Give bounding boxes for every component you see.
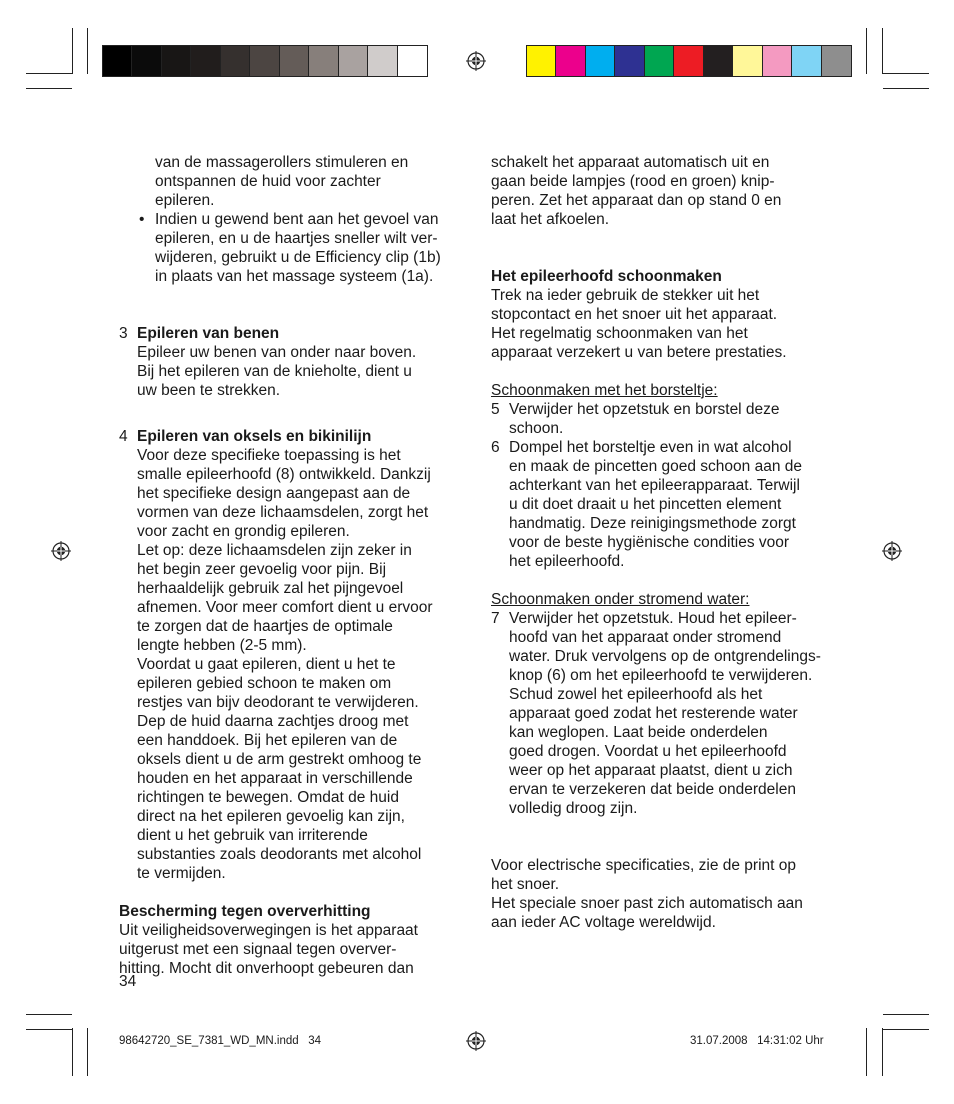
text-line: Het regelmatig schoonmaken van het bbox=[491, 325, 748, 342]
text-line: Dep de huid daarna zachtjes droog met bbox=[137, 713, 409, 730]
text-line: Trek na ieder gebruik de stekker uit het bbox=[491, 287, 760, 304]
text-line: hoofd van het apparaat onder stromend bbox=[509, 629, 782, 646]
color-swatch bbox=[103, 46, 132, 76]
text-line: te vermijden. bbox=[137, 865, 226, 882]
color-swatch bbox=[191, 46, 220, 76]
color-swatch bbox=[527, 46, 556, 76]
color-swatch bbox=[704, 46, 733, 76]
text-line: volledig droog zijn. bbox=[509, 800, 638, 817]
crop-mark bbox=[72, 28, 73, 74]
text-line: apparaat verzekert u van betere prestaties. bbox=[491, 344, 787, 361]
text-line: hitting. Mocht dit onverhoopt gebeuren dan bbox=[119, 960, 414, 977]
text-line: van de massagerollers stimuleren en bbox=[155, 154, 409, 171]
footer-file-info: 98642720_SE_7381_WD_MN.indd 34 bbox=[119, 1035, 322, 1047]
right-column bbox=[491, 153, 841, 932]
text-line: knop (6) om het epileerhoofd te verwijderen. bbox=[509, 667, 813, 684]
text-line: voor zacht en grondig epileren. bbox=[137, 523, 350, 540]
text-line: Uit veiligheidsoverwegingen is het apparaat bbox=[119, 922, 418, 939]
text-line: Epileer uw benen van onder naar boven. bbox=[137, 344, 417, 361]
crop-mark bbox=[882, 28, 883, 74]
text-line: ervan te verzekeren dat beide onderdelen bbox=[509, 781, 796, 798]
crop-mark bbox=[87, 28, 88, 74]
process-color-bar bbox=[526, 45, 852, 77]
text-line: Dompel het borsteltje even in wat alcohol bbox=[509, 439, 792, 456]
crop-mark bbox=[87, 1028, 88, 1076]
text-line: richtingen te bewegen. Omdat de huid bbox=[137, 789, 399, 806]
text-line: het begin zeer gevoelig voor pijn. Bij bbox=[137, 561, 387, 578]
crop-mark bbox=[883, 1029, 929, 1030]
color-swatch bbox=[674, 46, 703, 76]
text-line: oksels dient u de arm gestrekt omhoog te bbox=[137, 751, 422, 768]
text-line: Verwijder het opzetstuk en borstel deze bbox=[509, 401, 780, 418]
text-line: peren. Zet het apparaat dan op stand 0 en bbox=[491, 192, 782, 209]
crop-mark bbox=[26, 1014, 72, 1015]
color-swatch bbox=[339, 46, 368, 76]
text-line: smalle epileerhoofd (8) ontwikkeld. Dankzij bbox=[137, 466, 431, 483]
crop-mark bbox=[882, 1028, 883, 1076]
registration-mark-icon bbox=[51, 541, 71, 561]
cleaning-section bbox=[491, 267, 841, 362]
text-line: voor de beste hygiënische condities voor bbox=[509, 534, 790, 551]
page-number: 34 bbox=[119, 973, 137, 990]
section-text bbox=[491, 286, 841, 362]
color-swatch bbox=[398, 46, 427, 76]
crop-mark bbox=[26, 73, 72, 74]
text-line: restjes van bijv deodorant te verwijderen. bbox=[137, 694, 419, 711]
grayscale-color-bar bbox=[102, 45, 428, 77]
color-swatch bbox=[615, 46, 644, 76]
text-line: Verwijder het opzetstuk. Houd het epileer- bbox=[509, 610, 797, 627]
color-swatch bbox=[822, 46, 851, 76]
bullet-text bbox=[155, 210, 469, 286]
intro-paragraph bbox=[119, 153, 469, 210]
text-line: houden en het apparaat in verschillende bbox=[137, 770, 413, 787]
text-line: handmatig. Deze reinigingsmethode zorgt bbox=[509, 515, 796, 532]
text-line: water. Druk vervolgens op de ontgrendelings- bbox=[509, 648, 821, 665]
step-number: 7 bbox=[491, 610, 500, 627]
text-line: het specifieke design aangepast aan de bbox=[137, 485, 411, 502]
registration-mark-icon bbox=[466, 1031, 486, 1051]
crop-mark bbox=[883, 1014, 929, 1015]
crop-mark bbox=[866, 28, 867, 74]
overheat-section bbox=[119, 902, 469, 978]
color-swatch bbox=[250, 46, 279, 76]
text-line: gaan beide lampjes (rood en groen) knip- bbox=[491, 173, 775, 190]
color-swatch bbox=[132, 46, 161, 76]
color-swatch bbox=[763, 46, 792, 76]
section-heading: Het epileerhoofd schoonmaken bbox=[491, 268, 722, 285]
text-line: een handdoek. Bij het epileren van de bbox=[137, 732, 398, 749]
step-number: 6 bbox=[491, 439, 500, 456]
text-line: ontspannen de huid voor zachter bbox=[155, 173, 381, 190]
text-line: Let op: deze lichaamsdelen zijn zeker in bbox=[137, 542, 412, 559]
text-line: substanties zoals deodorants met alcohol bbox=[137, 846, 422, 863]
crop-mark bbox=[26, 1029, 72, 1030]
color-swatch bbox=[586, 46, 615, 76]
text-line: wijderen, gebruikt u de Efficiency clip (1b) bbox=[155, 249, 441, 266]
step-heading: Epileren van benen bbox=[137, 325, 280, 342]
crop-mark bbox=[883, 73, 929, 74]
step-text bbox=[509, 609, 841, 818]
step-5 bbox=[491, 400, 841, 438]
text-line: weer op het apparaat plaatst, dient u zich bbox=[509, 762, 793, 779]
text-line: het epileerhoofd. bbox=[509, 553, 625, 570]
text-line: kan weglopen. Laat beide onderdelen bbox=[509, 724, 768, 741]
footer-date: 31.07.2008 14:31:02 Uhr bbox=[690, 1035, 824, 1047]
electrical-specs-text bbox=[491, 856, 841, 932]
crop-mark bbox=[883, 88, 929, 89]
step-text bbox=[137, 343, 469, 400]
text-line: Voor electrische specificaties, zie de print op bbox=[491, 857, 796, 874]
step-text bbox=[509, 438, 841, 571]
text-line: schakelt het apparaat automatisch uit en bbox=[491, 154, 770, 171]
water-cleaning-section bbox=[491, 590, 841, 818]
text-line: herhaaldelijk gebruik zal het pijngevoel bbox=[137, 580, 404, 597]
text-line: Het speciale snoer past zich automatisch aan bbox=[491, 895, 803, 912]
color-swatch bbox=[556, 46, 585, 76]
step-text bbox=[137, 446, 469, 883]
step-3 bbox=[119, 324, 469, 400]
text-line: uw been te strekken. bbox=[137, 382, 281, 399]
bullet-symbol: • bbox=[139, 211, 145, 228]
text-line: epileren. bbox=[155, 192, 215, 209]
text-line: Schud zowel het epileerhoofd als het bbox=[509, 686, 763, 703]
section-heading: Bescherming tegen oververhitting bbox=[119, 903, 371, 920]
step-text bbox=[509, 400, 841, 438]
color-swatch bbox=[733, 46, 762, 76]
text-line: schoon. bbox=[509, 420, 564, 437]
color-swatch bbox=[280, 46, 309, 76]
step-4 bbox=[119, 427, 469, 883]
text-line: stopcontact en het snoer uit het apparaat. bbox=[491, 306, 778, 323]
brush-cleaning-section bbox=[491, 381, 841, 571]
text-line: direct na het epileren gevoelig kan zijn, bbox=[137, 808, 405, 825]
text-line: afnemen. Voor meer comfort dient u ervoor bbox=[137, 599, 433, 616]
text-line: goed drogen. Voordat u het epileerhoofd bbox=[509, 743, 787, 760]
color-swatch bbox=[792, 46, 821, 76]
crop-mark bbox=[866, 1028, 867, 1076]
text-line: epileren gebied schoon te maken om bbox=[137, 675, 392, 692]
subsection-heading: Schoonmaken onder stromend water: bbox=[491, 591, 750, 608]
color-swatch bbox=[645, 46, 674, 76]
registration-mark-icon bbox=[882, 541, 902, 561]
text-line: laat het afkoelen. bbox=[491, 211, 610, 228]
color-swatch bbox=[162, 46, 191, 76]
text-line: Voor deze specifieke toepassing is het bbox=[137, 447, 401, 464]
text-line: lengte hebben (2-5 mm). bbox=[137, 637, 307, 654]
text-line: u dit doet draait u het pincetten element bbox=[509, 496, 782, 513]
bullet-item bbox=[119, 210, 469, 286]
step-number: 5 bbox=[491, 401, 500, 418]
section-text bbox=[119, 921, 469, 978]
step-number: 4 bbox=[119, 428, 128, 445]
overheat-continued-text bbox=[491, 153, 841, 229]
text-line: achterkant van het epileerapparaat. Terwijl bbox=[509, 477, 800, 494]
text-line: in plaats van het massage systeem (1a). bbox=[155, 268, 434, 285]
left-column bbox=[119, 153, 469, 978]
text-line: vormen van deze lichaamsdelen, zorgt het bbox=[137, 504, 429, 521]
color-swatch bbox=[368, 46, 397, 76]
text-line: het snoer. bbox=[491, 876, 560, 893]
step-7 bbox=[491, 609, 841, 818]
color-swatch bbox=[309, 46, 338, 76]
subsection-heading: Schoonmaken met het borsteltje: bbox=[491, 382, 718, 399]
text-line: aan ieder AC voltage wereldwijd. bbox=[491, 914, 716, 931]
registration-mark-icon bbox=[466, 51, 486, 71]
crop-mark bbox=[72, 1028, 73, 1076]
text-line: apparaat goed zodat het resterende water bbox=[509, 705, 798, 722]
text-line: Bij het epileren van de knieholte, dient u bbox=[137, 363, 412, 380]
text-line: en maak de pincetten goed schoon aan de bbox=[509, 458, 803, 475]
text-line: Indien u gewend bent aan het gevoel van bbox=[155, 211, 439, 228]
text-line: Voordat u gaat epileren, dient u het te bbox=[137, 656, 396, 673]
step-6 bbox=[491, 438, 841, 571]
crop-mark bbox=[26, 88, 72, 89]
text-line: te zorgen dat de haartjes de optimale bbox=[137, 618, 393, 635]
step-heading: Epileren van oksels en bikinilijn bbox=[137, 428, 372, 445]
color-swatch bbox=[221, 46, 250, 76]
step-number: 3 bbox=[119, 325, 128, 342]
text-line: uitgerust met een signaal tegen overver- bbox=[119, 941, 397, 958]
text-line: dient u het gebruik van irriterende bbox=[137, 827, 368, 844]
text-line: epileren, en u de haartjes sneller wilt ver- bbox=[155, 230, 438, 247]
